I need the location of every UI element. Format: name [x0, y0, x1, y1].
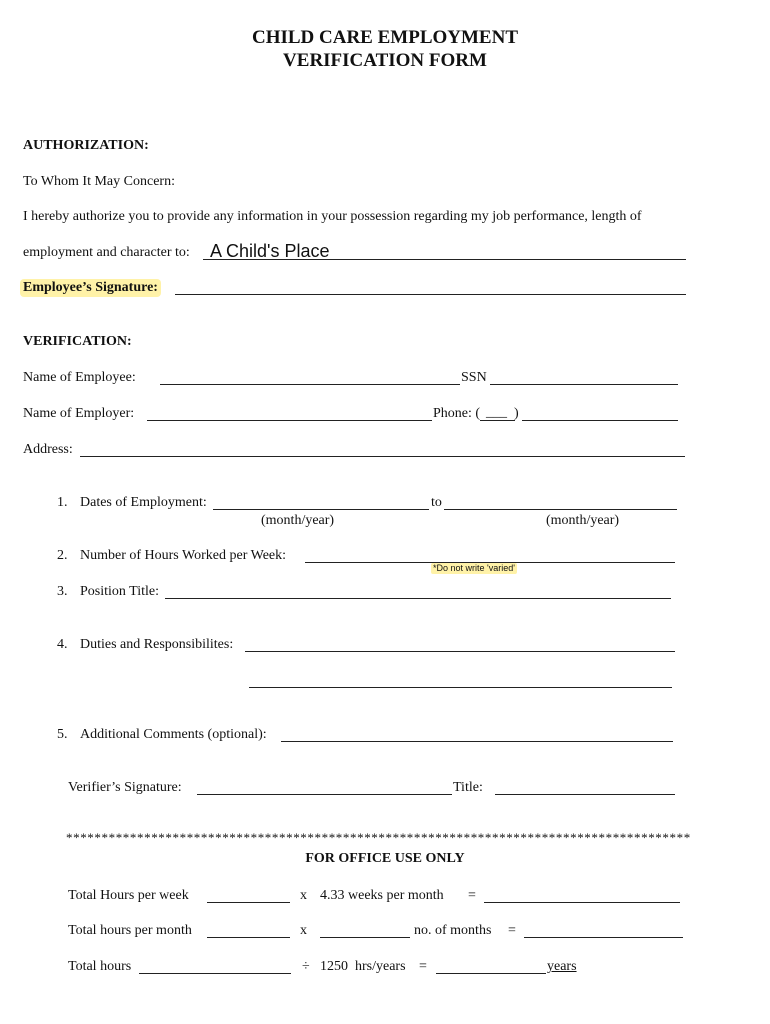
phone-label: Phone: ( — [433, 406, 481, 421]
row1-result-field[interactable] — [484, 902, 680, 903]
duties-label: Duties and Responsibilites: — [80, 637, 234, 652]
phone-area-code-blank: ___ — [486, 405, 507, 420]
verification-heading: VERIFICATION: — [23, 334, 132, 349]
total-hours-field[interactable] — [139, 973, 291, 974]
weeks-per-month-factor: 4.33 weeks per month — [320, 888, 444, 903]
authorization-statement: I hereby authorize you to provide any information in your possession regarding my job performance, length of — [23, 209, 642, 224]
row2-result-field[interactable] — [524, 937, 683, 938]
name-of-employee-label: Name of Employee: — [23, 370, 136, 385]
name-of-employer-field[interactable] — [147, 420, 432, 421]
item-number-5: 5. — [57, 727, 68, 742]
form-title-line1: CHILD CARE EMPLOYMENT — [251, 27, 518, 48]
phone-close-paren: ) — [514, 406, 519, 421]
name-of-employer-label: Name of Employer: — [23, 406, 135, 421]
employment-to-label: employment and character to: — [23, 245, 190, 260]
duties-field-line2[interactable] — [249, 687, 672, 688]
row3-divide-op: ÷ — [302, 959, 310, 974]
duties-field-line1[interactable] — [245, 651, 675, 652]
item-number-1: 1. — [57, 495, 68, 510]
office-use-heading: FOR OFFICE USE ONLY — [305, 851, 465, 866]
ssn-field[interactable] — [490, 384, 678, 385]
phone-number-field[interactable] — [522, 420, 678, 421]
verifier-title-label: Title: — [453, 780, 483, 795]
address-field[interactable] — [80, 456, 685, 457]
item-number-2: 2. — [57, 548, 68, 563]
total-hours-per-month-label: Total hours per month — [68, 923, 192, 938]
dates-to-field[interactable] — [444, 509, 677, 510]
dates-to-label: to — [431, 495, 442, 510]
hours-per-week-label: Number of Hours Worked per Week: — [80, 548, 287, 563]
verifier-signature-field[interactable] — [197, 794, 452, 795]
form-title-line2: VERIFICATION FORM — [283, 50, 487, 71]
no-of-months-field[interactable] — [320, 937, 410, 938]
row3-equals: = — [419, 959, 427, 974]
row1-equals: = — [468, 888, 476, 903]
years-unit-label: years — [547, 959, 577, 974]
years-result-field[interactable] — [436, 973, 546, 974]
position-title-label: Position Title: — [80, 584, 159, 599]
authorization-heading: AUTHORIZATION: — [23, 138, 149, 153]
greeting-text: To Whom It May Concern: — [23, 174, 175, 189]
additional-comments-field[interactable] — [281, 741, 673, 742]
dates-of-employment-label: Dates of Employment: — [80, 495, 207, 510]
item-number-3: 3. — [57, 584, 68, 599]
total-hours-per-week-field[interactable] — [207, 902, 290, 903]
hrs-per-year-factor: 1250 hrs/years — [320, 959, 406, 974]
dates-to-hint: (month/year) — [546, 513, 620, 528]
total-hours-label: Total hours — [68, 959, 132, 974]
employee-signature-field[interactable] — [175, 294, 686, 295]
dates-from-field[interactable] — [213, 509, 429, 510]
no-of-months-label: no. of months — [414, 923, 492, 938]
row1-multiply-op: x — [300, 888, 307, 903]
name-of-employee-field[interactable] — [160, 384, 460, 385]
row2-equals: = — [508, 923, 516, 938]
phone-area-code-field[interactable] — [480, 420, 515, 421]
additional-comments-label: Additional Comments (optional): — [80, 727, 267, 742]
item-number-4: 4. — [57, 637, 68, 652]
employment-to-value[interactable]: A Child's Place — [210, 241, 330, 261]
position-title-field[interactable] — [165, 598, 671, 599]
verifier-signature-label: Verifier’s Signature: — [68, 780, 182, 795]
separator-stars: **************************************************************************************** — [66, 830, 691, 845]
total-hours-per-week-label: Total Hours per week — [68, 888, 189, 903]
dates-from-hint: (month/year) — [261, 513, 335, 528]
do-not-write-varied-note: *Do not write 'varied' — [433, 563, 515, 573]
address-label: Address: — [23, 442, 73, 457]
ssn-label: SSN — [461, 370, 487, 385]
row2-multiply-op: x — [300, 923, 307, 938]
total-hours-per-month-field[interactable] — [207, 937, 290, 938]
employee-signature-label: Employee’s Signature: — [20, 279, 161, 297]
verifier-title-field[interactable] — [495, 794, 675, 795]
